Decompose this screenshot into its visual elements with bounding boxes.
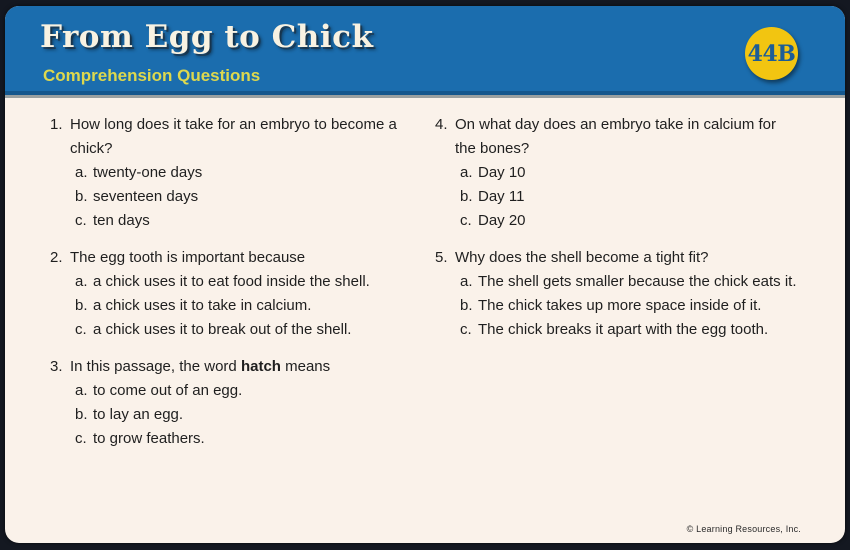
- answer-options: [435, 270, 820, 342]
- option-text: to grow feathers.: [93, 430, 205, 447]
- questions-column-right: [435, 113, 820, 464]
- option-letter: b.: [75, 297, 88, 314]
- question-text-segment: Why does the shell become a tight fit?: [455, 249, 709, 266]
- question-bold-word: hatch: [240, 358, 281, 375]
- question: [435, 246, 820, 342]
- answer-option: [75, 379, 435, 403]
- card-number-badge: [745, 27, 798, 80]
- option-text: ten days: [93, 212, 150, 229]
- question: [50, 246, 435, 342]
- answer-option: [460, 161, 820, 185]
- option-text: The chick breaks it apart with the egg tooth.: [478, 321, 769, 338]
- answer-option: [75, 318, 435, 342]
- question-text-segment: In this passage, the word: [70, 358, 241, 375]
- answer-options: [50, 270, 435, 342]
- option-letter: c.: [460, 212, 472, 229]
- answer-options: [50, 379, 435, 451]
- question-number: 4.: [435, 116, 448, 133]
- option-letter: a.: [75, 273, 88, 290]
- option-letter: a.: [75, 164, 88, 181]
- answer-option: [460, 185, 820, 209]
- answer-option: [75, 294, 435, 318]
- option-text: seventeen days: [93, 188, 199, 205]
- option-text: Day 11: [478, 188, 525, 205]
- answer-options: [50, 161, 435, 233]
- question: [435, 113, 820, 233]
- option-letter: a.: [75, 382, 88, 399]
- option-letter: b.: [75, 188, 88, 205]
- flashcard: [5, 6, 845, 543]
- option-letter: b.: [75, 406, 88, 423]
- question-number: 1.: [50, 116, 63, 133]
- option-text: a chick uses it to eat food inside the shell.: [93, 273, 370, 290]
- question-text-segment: means: [280, 358, 331, 375]
- question-number: 5.: [435, 249, 448, 266]
- option-text: Day 10: [478, 164, 526, 181]
- answer-option: [460, 209, 820, 233]
- answer-option: [460, 270, 820, 294]
- question: [50, 355, 435, 451]
- question-row: [50, 246, 435, 270]
- option-text: a chick uses it to break out of the shell.: [93, 321, 352, 338]
- card-title: From Egg to Chick: [40, 19, 374, 55]
- question-number: 3.: [50, 358, 63, 375]
- copyright-notice: © Learning Resources, Inc.: [686, 524, 801, 534]
- option-text: to lay an egg.: [93, 406, 184, 423]
- question-row: [50, 113, 435, 161]
- option-letter: a.: [460, 164, 473, 181]
- card-header: [5, 6, 845, 98]
- questions-area: [5, 98, 845, 464]
- option-letter: c.: [75, 430, 87, 447]
- question-text-segment: How long does it take for an embryo to become a chick?: [70, 116, 397, 157]
- answer-option: [460, 318, 820, 342]
- question: [50, 113, 435, 233]
- option-text: a chick uses it to take in calcium.: [93, 297, 312, 314]
- question-text: [455, 246, 708, 270]
- option-letter: b.: [460, 297, 473, 314]
- question-row: [435, 113, 820, 161]
- option-text: The shell gets smaller because the chick eats it.: [478, 273, 797, 290]
- option-letter: c.: [460, 321, 472, 338]
- question-text-segment: The egg tooth is important because: [70, 249, 306, 266]
- question-text: [70, 355, 330, 379]
- answer-option: [75, 185, 435, 209]
- answer-option: [75, 209, 435, 233]
- answer-option: [460, 294, 820, 318]
- badge-label: 44B: [747, 40, 796, 67]
- answer-option: [75, 403, 435, 427]
- option-text: to come out of an egg.: [93, 382, 243, 399]
- question-row: [435, 246, 820, 270]
- option-letter: b.: [460, 188, 473, 205]
- card-subtitle: Comprehension Questions: [43, 66, 261, 85]
- answer-option: [75, 161, 435, 185]
- answer-options: [435, 161, 820, 233]
- answer-option: [75, 270, 435, 294]
- option-letter: c.: [75, 321, 87, 338]
- question-row: [50, 355, 435, 379]
- question-text: [70, 113, 412, 161]
- question-text-segment: On what day does an embryo take in calcium for the bones?: [455, 116, 776, 157]
- answer-option: [75, 427, 435, 451]
- option-text: twenty-one days: [93, 164, 203, 181]
- option-letter: a.: [460, 273, 473, 290]
- question-text: [70, 246, 305, 270]
- question-number: 2.: [50, 249, 63, 266]
- questions-column-left: [50, 113, 435, 464]
- question-text: [455, 113, 797, 161]
- option-letter: c.: [75, 212, 87, 229]
- option-text: The chick takes up more space inside of it.: [478, 297, 762, 314]
- option-text: Day 20: [478, 212, 526, 229]
